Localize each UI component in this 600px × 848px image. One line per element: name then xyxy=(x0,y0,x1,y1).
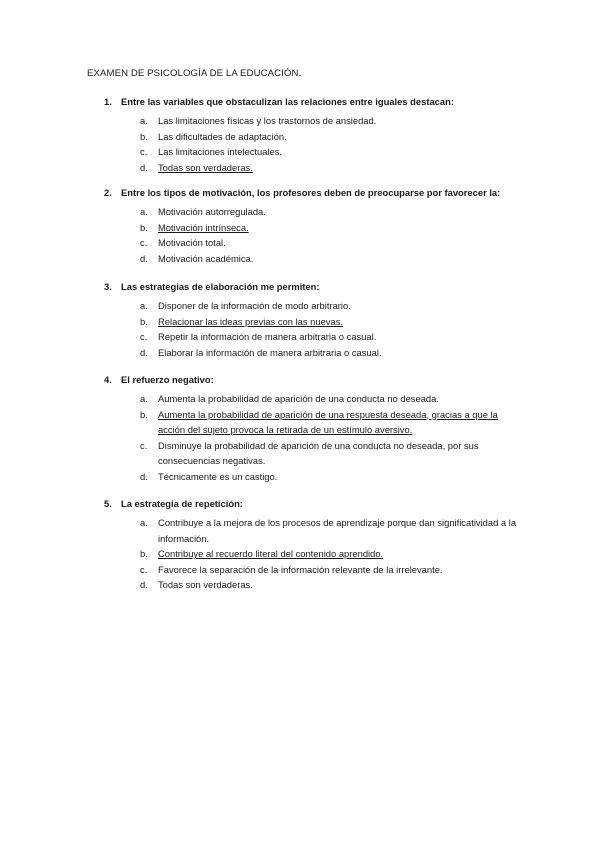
option-text: Las dificultades de adaptación. xyxy=(158,130,287,142)
option-letter: a. xyxy=(140,300,148,311)
option-text: Repetir la información de manera arbitraria o casual. xyxy=(158,331,377,343)
option-letter: b. xyxy=(140,130,148,142)
option xyxy=(104,577,544,593)
option xyxy=(104,251,544,267)
question-text: El refuerzo negativo: xyxy=(121,374,214,385)
question-number: 1. xyxy=(104,96,112,107)
question-header xyxy=(104,374,544,389)
option-text-wrap xyxy=(158,160,518,176)
option-letter: d. xyxy=(140,470,148,482)
option-text: Favorece la separación de la información relevante de la irrelevante. xyxy=(158,563,443,575)
option-text: Contribuye a la mejora de los procesos de aprendizaje porque dan significatividad a la información. xyxy=(158,517,517,544)
option xyxy=(104,144,544,160)
option-correct xyxy=(104,220,544,236)
option-text-wrap xyxy=(158,546,518,562)
option-letter: a. xyxy=(140,517,148,528)
question-4 xyxy=(104,374,544,485)
question-text: Entre las variables que obstaculizan las relaciones entre iguales destacan: xyxy=(121,96,454,107)
option-text-wrap xyxy=(158,391,518,407)
option-text-wrap xyxy=(158,220,518,236)
question-5 xyxy=(104,498,544,593)
option-text: Motivación intrínseca. xyxy=(158,221,249,233)
option-text: Elaborar la información de manera arbitraria o casual. xyxy=(158,346,382,358)
option xyxy=(104,469,544,485)
question-text: Entre los tipos de motivación, los profesores deben de preocuparse por favorecer la: xyxy=(121,187,501,198)
option-text-wrap xyxy=(158,469,518,485)
option-letter: b. xyxy=(140,408,148,420)
option-text-wrap xyxy=(158,144,518,160)
option xyxy=(104,438,544,469)
question-number: 4. xyxy=(104,374,112,385)
option-list xyxy=(104,204,544,266)
option-text-wrap xyxy=(158,251,518,267)
option-text: Motivación total. xyxy=(158,237,226,249)
option-text-wrap xyxy=(158,345,518,361)
question-number: 3. xyxy=(104,281,112,292)
option xyxy=(104,345,544,361)
option-text: Aumenta la probabilidad de aparición de una respuesta deseada, gracias a que la acción del sujeto provoca la retirada de un estímulo aversivo. xyxy=(158,408,498,436)
option-letter: b. xyxy=(140,315,148,327)
option-list xyxy=(104,391,544,485)
option-text-wrap xyxy=(158,298,518,314)
option-text: Disminuye la probabilidad de aparición de una conducta no deseada, por sus consecuencias negativas. xyxy=(158,439,479,467)
option-text: Motivación autorregulada. xyxy=(158,206,266,217)
option-text: Todas son verdaderas. xyxy=(158,579,253,591)
option-letter: b. xyxy=(140,548,148,560)
exam-title: EXAMEN DE PSICOLOGÍA DE LA EDUCACIÓN. xyxy=(87,68,302,79)
option-text-wrap xyxy=(158,562,518,578)
option-text: Disponer de la información de modo arbitrario. xyxy=(158,300,351,311)
option-letter: c. xyxy=(140,439,148,451)
option-text: Las limitaciones físicas y los trastornos de ansiedad. xyxy=(158,115,377,126)
option-text: Aumenta la probabilidad de aparición de una conducta no deseada. xyxy=(158,393,439,404)
option xyxy=(104,515,544,546)
option xyxy=(104,129,544,145)
option-correct xyxy=(104,546,544,562)
question-1 xyxy=(104,96,544,175)
option xyxy=(104,235,544,251)
option-correct xyxy=(104,314,544,330)
option-letter: c. xyxy=(140,563,148,575)
option-letter: c. xyxy=(140,146,148,158)
option-letter: a. xyxy=(140,393,148,404)
option-text-wrap xyxy=(158,577,518,593)
option-list xyxy=(104,298,544,360)
option-text-wrap xyxy=(158,329,518,345)
option-correct xyxy=(104,407,544,438)
option xyxy=(104,113,544,129)
question-3 xyxy=(104,281,544,360)
option-letter: d. xyxy=(140,252,148,264)
option xyxy=(104,391,544,407)
question-number: 2. xyxy=(104,187,112,198)
option-text: Todas son verdaderas. xyxy=(158,161,253,173)
option-text-wrap xyxy=(158,438,518,469)
option-letter: b. xyxy=(140,221,148,233)
option-text: Las limitaciones intelectuales. xyxy=(158,146,283,158)
option xyxy=(104,562,544,578)
option-letter: d. xyxy=(140,579,148,591)
option-text-wrap xyxy=(158,113,518,129)
option-text: Relacionar las ideas previas con las nuevas. xyxy=(158,315,343,327)
option xyxy=(104,329,544,345)
option-list xyxy=(104,515,544,593)
option xyxy=(104,298,544,314)
question-header xyxy=(104,96,544,111)
option-text-wrap xyxy=(158,515,518,546)
option-text: Técnicamente es un castigo. xyxy=(158,470,278,482)
option-letter: c. xyxy=(140,237,148,249)
option-text-wrap xyxy=(158,407,518,438)
option-list xyxy=(104,113,544,175)
question-header xyxy=(104,281,544,296)
option-letter: c. xyxy=(140,331,148,343)
question-text: Las estrategias de elaboración me permiten: xyxy=(121,281,320,292)
option-letter: d. xyxy=(140,161,148,173)
option-text-wrap xyxy=(158,235,518,251)
option-text-wrap xyxy=(158,129,518,145)
question-2 xyxy=(104,187,544,266)
option-text-wrap xyxy=(158,204,518,220)
question-header xyxy=(104,187,544,202)
question-text: La estrategia de repetición: xyxy=(121,498,243,509)
question-number: 5. xyxy=(104,498,112,509)
option xyxy=(104,204,544,220)
question-header xyxy=(104,498,544,513)
option-correct xyxy=(104,160,544,176)
option-letter: d. xyxy=(140,346,148,358)
option-text: Motivación académica. xyxy=(158,252,254,264)
option-text-wrap xyxy=(158,314,518,330)
option-letter: a. xyxy=(140,115,148,126)
option-text: Contribuye al recuerdo literal del contenido aprendido. xyxy=(158,548,384,560)
option-letter: a. xyxy=(140,206,148,217)
